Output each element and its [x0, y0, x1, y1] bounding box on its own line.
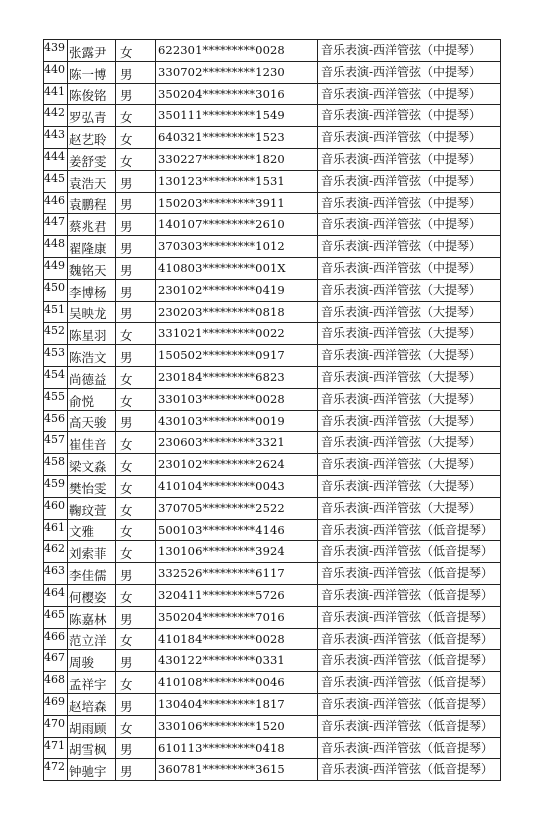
row-number-cell: 466 [44, 628, 68, 650]
table-row [44, 715, 501, 737]
id-number-cell: 350204*********3016 [156, 83, 318, 105]
row-number-cell: 462 [44, 541, 68, 563]
table-row [44, 192, 501, 214]
id-number-cell: 230184*********6823 [156, 366, 318, 388]
id-number-cell: 230203*********0818 [156, 301, 318, 323]
student-name-cell: 尚德益 [68, 366, 116, 388]
table-row [44, 759, 501, 781]
row-number-cell: 465 [44, 606, 68, 628]
table-row [44, 432, 501, 454]
gender-cell: 女 [116, 323, 156, 345]
major-cell: 音乐表演-西洋管弦（中提琴） [318, 257, 501, 279]
student-name-cell: 文雅 [68, 519, 116, 541]
id-number-cell: 332526*********6117 [156, 563, 318, 585]
major-cell: 音乐表演-西洋管弦（中提琴） [318, 192, 501, 214]
table-row [44, 148, 501, 170]
major-cell: 音乐表演-西洋管弦（低音提琴） [318, 563, 501, 585]
table-row [44, 606, 501, 628]
id-number-cell: 330702*********1230 [156, 61, 318, 83]
table-row [44, 40, 501, 62]
id-number-cell: 410104*********0043 [156, 475, 318, 497]
row-number-cell: 452 [44, 323, 68, 345]
student-name-cell: 胡雪枫 [68, 737, 116, 759]
gender-cell: 女 [116, 672, 156, 694]
gender-cell: 男 [116, 650, 156, 672]
major-cell: 音乐表演-西洋管弦（中提琴） [318, 236, 501, 258]
table-row [44, 737, 501, 759]
row-number-cell: 444 [44, 148, 68, 170]
table-row [44, 105, 501, 127]
id-number-cell: 430122*********0331 [156, 650, 318, 672]
table-row [44, 323, 501, 345]
student-name-cell: 魏铭天 [68, 257, 116, 279]
major-cell: 音乐表演-西洋管弦（中提琴） [318, 170, 501, 192]
id-number-cell: 640321*********1523 [156, 127, 318, 149]
student-name-cell: 陈一博 [68, 61, 116, 83]
table-row [44, 672, 501, 694]
student-name-cell: 陈星羽 [68, 323, 116, 345]
student-name-cell: 何樱姿 [68, 584, 116, 606]
student-name-cell: 孟祥宇 [68, 672, 116, 694]
row-number-cell: 468 [44, 672, 68, 694]
gender-cell: 男 [116, 606, 156, 628]
table-row [44, 257, 501, 279]
student-name-cell: 刘索菲 [68, 541, 116, 563]
admission-list [43, 39, 501, 781]
gender-cell: 男 [116, 345, 156, 367]
student-name-cell: 翟隆康 [68, 236, 116, 258]
student-name-cell: 赵艺聆 [68, 127, 116, 149]
gender-cell: 男 [116, 693, 156, 715]
id-number-cell: 500103*********4146 [156, 519, 318, 541]
major-cell: 音乐表演-西洋管弦（大提琴） [318, 454, 501, 476]
row-number-cell: 467 [44, 650, 68, 672]
gender-cell: 女 [116, 475, 156, 497]
student-name-cell: 李博杨 [68, 279, 116, 301]
row-number-cell: 446 [44, 192, 68, 214]
table-row [44, 541, 501, 563]
major-cell: 音乐表演-西洋管弦（低音提琴） [318, 541, 501, 563]
major-cell: 音乐表演-西洋管弦（低音提琴） [318, 606, 501, 628]
table-row [44, 301, 501, 323]
row-number-cell: 470 [44, 715, 68, 737]
major-cell: 音乐表演-西洋管弦（低音提琴） [318, 628, 501, 650]
row-number-cell: 445 [44, 170, 68, 192]
table-row [44, 83, 501, 105]
row-number-cell: 442 [44, 105, 68, 127]
id-number-cell: 320411*********5726 [156, 584, 318, 606]
table-row [44, 584, 501, 606]
row-number-cell: 441 [44, 83, 68, 105]
table-row [44, 61, 501, 83]
major-cell: 音乐表演-西洋管弦（大提琴） [318, 323, 501, 345]
major-cell: 音乐表演-西洋管弦（大提琴） [318, 366, 501, 388]
gender-cell: 女 [116, 541, 156, 563]
student-name-cell: 赵培森 [68, 693, 116, 715]
id-number-cell: 350204*********7016 [156, 606, 318, 628]
id-number-cell: 230102*********2624 [156, 454, 318, 476]
id-number-cell: 331021*********0022 [156, 323, 318, 345]
id-number-cell: 130123*********1531 [156, 170, 318, 192]
gender-cell: 男 [116, 759, 156, 781]
row-number-cell: 455 [44, 388, 68, 410]
major-cell: 音乐表演-西洋管弦（大提琴） [318, 475, 501, 497]
id-number-cell: 410184*********0028 [156, 628, 318, 650]
table-row [44, 366, 501, 388]
student-name-cell: 陈浩文 [68, 345, 116, 367]
table-row [44, 650, 501, 672]
table-row [44, 628, 501, 650]
id-number-cell: 330106*********1520 [156, 715, 318, 737]
table-row [44, 497, 501, 519]
row-number-cell: 460 [44, 497, 68, 519]
student-name-cell: 周骏 [68, 650, 116, 672]
student-name-cell: 袁鹏程 [68, 192, 116, 214]
row-number-cell: 451 [44, 301, 68, 323]
row-number-cell: 463 [44, 563, 68, 585]
gender-cell: 女 [116, 148, 156, 170]
row-number-cell: 454 [44, 366, 68, 388]
table-row [44, 410, 501, 432]
row-number-cell: 448 [44, 236, 68, 258]
major-cell: 音乐表演-西洋管弦（低音提琴） [318, 715, 501, 737]
major-cell: 音乐表演-西洋管弦（大提琴） [318, 432, 501, 454]
major-cell: 音乐表演-西洋管弦（低音提琴） [318, 519, 501, 541]
row-number-cell: 464 [44, 584, 68, 606]
gender-cell: 男 [116, 257, 156, 279]
major-cell: 音乐表演-西洋管弦（中提琴） [318, 127, 501, 149]
student-name-cell: 陈俊铭 [68, 83, 116, 105]
id-number-cell: 230102*********0419 [156, 279, 318, 301]
row-number-cell: 469 [44, 693, 68, 715]
id-number-cell: 610113*********0418 [156, 737, 318, 759]
table-row [44, 279, 501, 301]
row-number-cell: 459 [44, 475, 68, 497]
id-number-cell: 350111*********1549 [156, 105, 318, 127]
student-name-cell: 罗弘青 [68, 105, 116, 127]
major-cell: 音乐表演-西洋管弦（大提琴） [318, 345, 501, 367]
id-number-cell: 140107*********2610 [156, 214, 318, 236]
gender-cell: 男 [116, 61, 156, 83]
gender-cell: 女 [116, 584, 156, 606]
major-cell: 音乐表演-西洋管弦（大提琴） [318, 410, 501, 432]
id-number-cell: 370705*********2522 [156, 497, 318, 519]
table-row [44, 454, 501, 476]
major-cell: 音乐表演-西洋管弦（大提琴） [318, 301, 501, 323]
table-row [44, 475, 501, 497]
major-cell: 音乐表演-西洋管弦（中提琴） [318, 83, 501, 105]
gender-cell: 男 [116, 214, 156, 236]
id-number-cell: 360781*********3615 [156, 759, 318, 781]
major-cell: 音乐表演-西洋管弦（低音提琴） [318, 650, 501, 672]
student-name-cell: 姜舒雯 [68, 148, 116, 170]
table-row [44, 693, 501, 715]
id-number-cell: 230603*********3321 [156, 432, 318, 454]
table-row [44, 170, 501, 192]
major-cell: 音乐表演-西洋管弦（低音提琴） [318, 584, 501, 606]
student-name-cell: 崔佳音 [68, 432, 116, 454]
gender-cell: 女 [116, 388, 156, 410]
id-number-cell: 330103*********0028 [156, 388, 318, 410]
student-name-cell: 袁浩天 [68, 170, 116, 192]
major-cell: 音乐表演-西洋管弦（中提琴） [318, 61, 501, 83]
table-row [44, 519, 501, 541]
row-number-cell: 471 [44, 737, 68, 759]
gender-cell: 男 [116, 563, 156, 585]
row-number-cell: 447 [44, 214, 68, 236]
gender-cell: 女 [116, 715, 156, 737]
table-row [44, 214, 501, 236]
gender-cell: 女 [116, 454, 156, 476]
gender-cell: 男 [116, 737, 156, 759]
major-cell: 音乐表演-西洋管弦（中提琴） [318, 148, 501, 170]
student-name-cell: 樊怡雯 [68, 475, 116, 497]
student-table [43, 39, 501, 781]
major-cell: 音乐表演-西洋管弦（中提琴） [318, 40, 501, 62]
table-row [44, 345, 501, 367]
id-number-cell: 130404*********1817 [156, 693, 318, 715]
student-name-cell: 范立洋 [68, 628, 116, 650]
row-number-cell: 443 [44, 127, 68, 149]
gender-cell: 男 [116, 83, 156, 105]
gender-cell: 男 [116, 236, 156, 258]
table-row [44, 563, 501, 585]
table-row [44, 388, 501, 410]
gender-cell: 女 [116, 40, 156, 62]
table-row [44, 236, 501, 258]
student-name-cell: 高天骏 [68, 410, 116, 432]
gender-cell: 女 [116, 628, 156, 650]
id-number-cell: 622301*********0028 [156, 40, 318, 62]
student-name-cell: 吴映龙 [68, 301, 116, 323]
gender-cell: 男 [116, 301, 156, 323]
student-name-cell: 陈嘉林 [68, 606, 116, 628]
major-cell: 音乐表演-西洋管弦（低音提琴） [318, 737, 501, 759]
gender-cell: 男 [116, 170, 156, 192]
major-cell: 音乐表演-西洋管弦（大提琴） [318, 388, 501, 410]
id-number-cell: 430103*********0019 [156, 410, 318, 432]
gender-cell: 男 [116, 410, 156, 432]
student-name-cell: 钟驰宇 [68, 759, 116, 781]
row-number-cell: 453 [44, 345, 68, 367]
student-name-cell: 蔡兆君 [68, 214, 116, 236]
id-number-cell: 410108*********0046 [156, 672, 318, 694]
gender-cell: 女 [116, 127, 156, 149]
major-cell: 音乐表演-西洋管弦（大提琴） [318, 497, 501, 519]
student-name-cell: 李佳儒 [68, 563, 116, 585]
major-cell: 音乐表演-西洋管弦（低音提琴） [318, 693, 501, 715]
row-number-cell: 440 [44, 61, 68, 83]
row-number-cell: 450 [44, 279, 68, 301]
row-number-cell: 449 [44, 257, 68, 279]
row-number-cell: 472 [44, 759, 68, 781]
row-number-cell: 461 [44, 519, 68, 541]
gender-cell: 女 [116, 105, 156, 127]
gender-cell: 男 [116, 279, 156, 301]
student-name-cell: 张露尹 [68, 40, 116, 62]
id-number-cell: 130106*********3924 [156, 541, 318, 563]
row-number-cell: 457 [44, 432, 68, 454]
major-cell: 音乐表演-西洋管弦（低音提琴） [318, 759, 501, 781]
gender-cell: 女 [116, 432, 156, 454]
id-number-cell: 150203*********3911 [156, 192, 318, 214]
gender-cell: 女 [116, 366, 156, 388]
table-body [44, 40, 501, 781]
major-cell: 音乐表演-西洋管弦（中提琴） [318, 105, 501, 127]
row-number-cell: 439 [44, 40, 68, 62]
student-name-cell: 鞠玟萱 [68, 497, 116, 519]
student-name-cell: 胡雨顾 [68, 715, 116, 737]
table-row [44, 127, 501, 149]
gender-cell: 男 [116, 192, 156, 214]
id-number-cell: 330227*********1820 [156, 148, 318, 170]
major-cell: 音乐表演-西洋管弦（低音提琴） [318, 672, 501, 694]
student-name-cell: 俞悦 [68, 388, 116, 410]
row-number-cell: 456 [44, 410, 68, 432]
id-number-cell: 150502*********0917 [156, 345, 318, 367]
major-cell: 音乐表演-西洋管弦（中提琴） [318, 214, 501, 236]
gender-cell: 女 [116, 519, 156, 541]
major-cell: 音乐表演-西洋管弦（大提琴） [318, 279, 501, 301]
student-name-cell: 梁文淼 [68, 454, 116, 476]
id-number-cell: 410803*********001X [156, 257, 318, 279]
id-number-cell: 370303*********1012 [156, 236, 318, 258]
row-number-cell: 458 [44, 454, 68, 476]
gender-cell: 女 [116, 497, 156, 519]
